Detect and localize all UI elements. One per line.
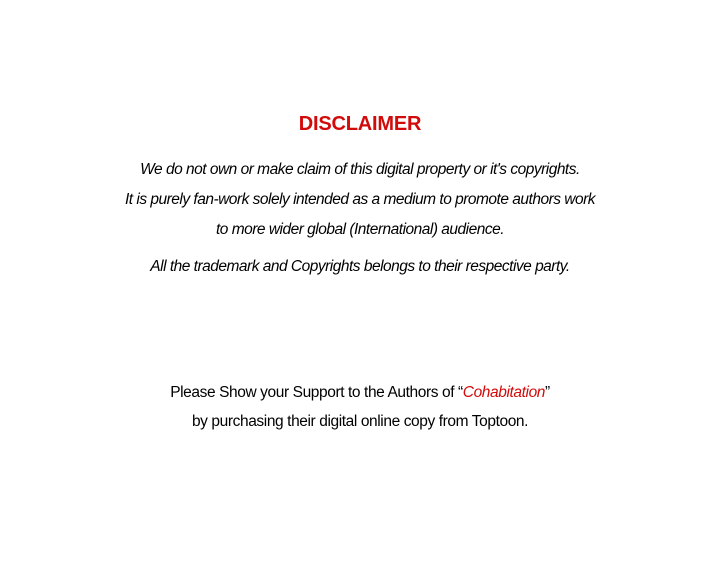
disclaimer-body-line-3: to more wider global (International) audience. (215, 221, 505, 238)
support-line-1 (0, 378, 720, 407)
support-line-1-suffix: ” (545, 384, 550, 401)
rights-statement: All the trademark and Copyrights belongs to their respective party. (150, 258, 570, 275)
support-line-1-prefix: Please Show your Support to the Authors of “ (170, 384, 463, 401)
disclaimer-body (0, 155, 720, 245)
disclaimer-body-line-2: It is purely fan-work solely intended as a medium to promote authors work (124, 191, 596, 208)
disclaimer-body-line-1: We do not own or make claim of this digital property or it's copyrights. (140, 161, 580, 178)
disclaimer-title: DISCLAIMER (298, 113, 422, 135)
support-line-2: by purchasing their digital online copy from Toptoon. (191, 413, 529, 430)
support-note (0, 378, 720, 436)
series-title: Cohabitation (462, 384, 546, 401)
